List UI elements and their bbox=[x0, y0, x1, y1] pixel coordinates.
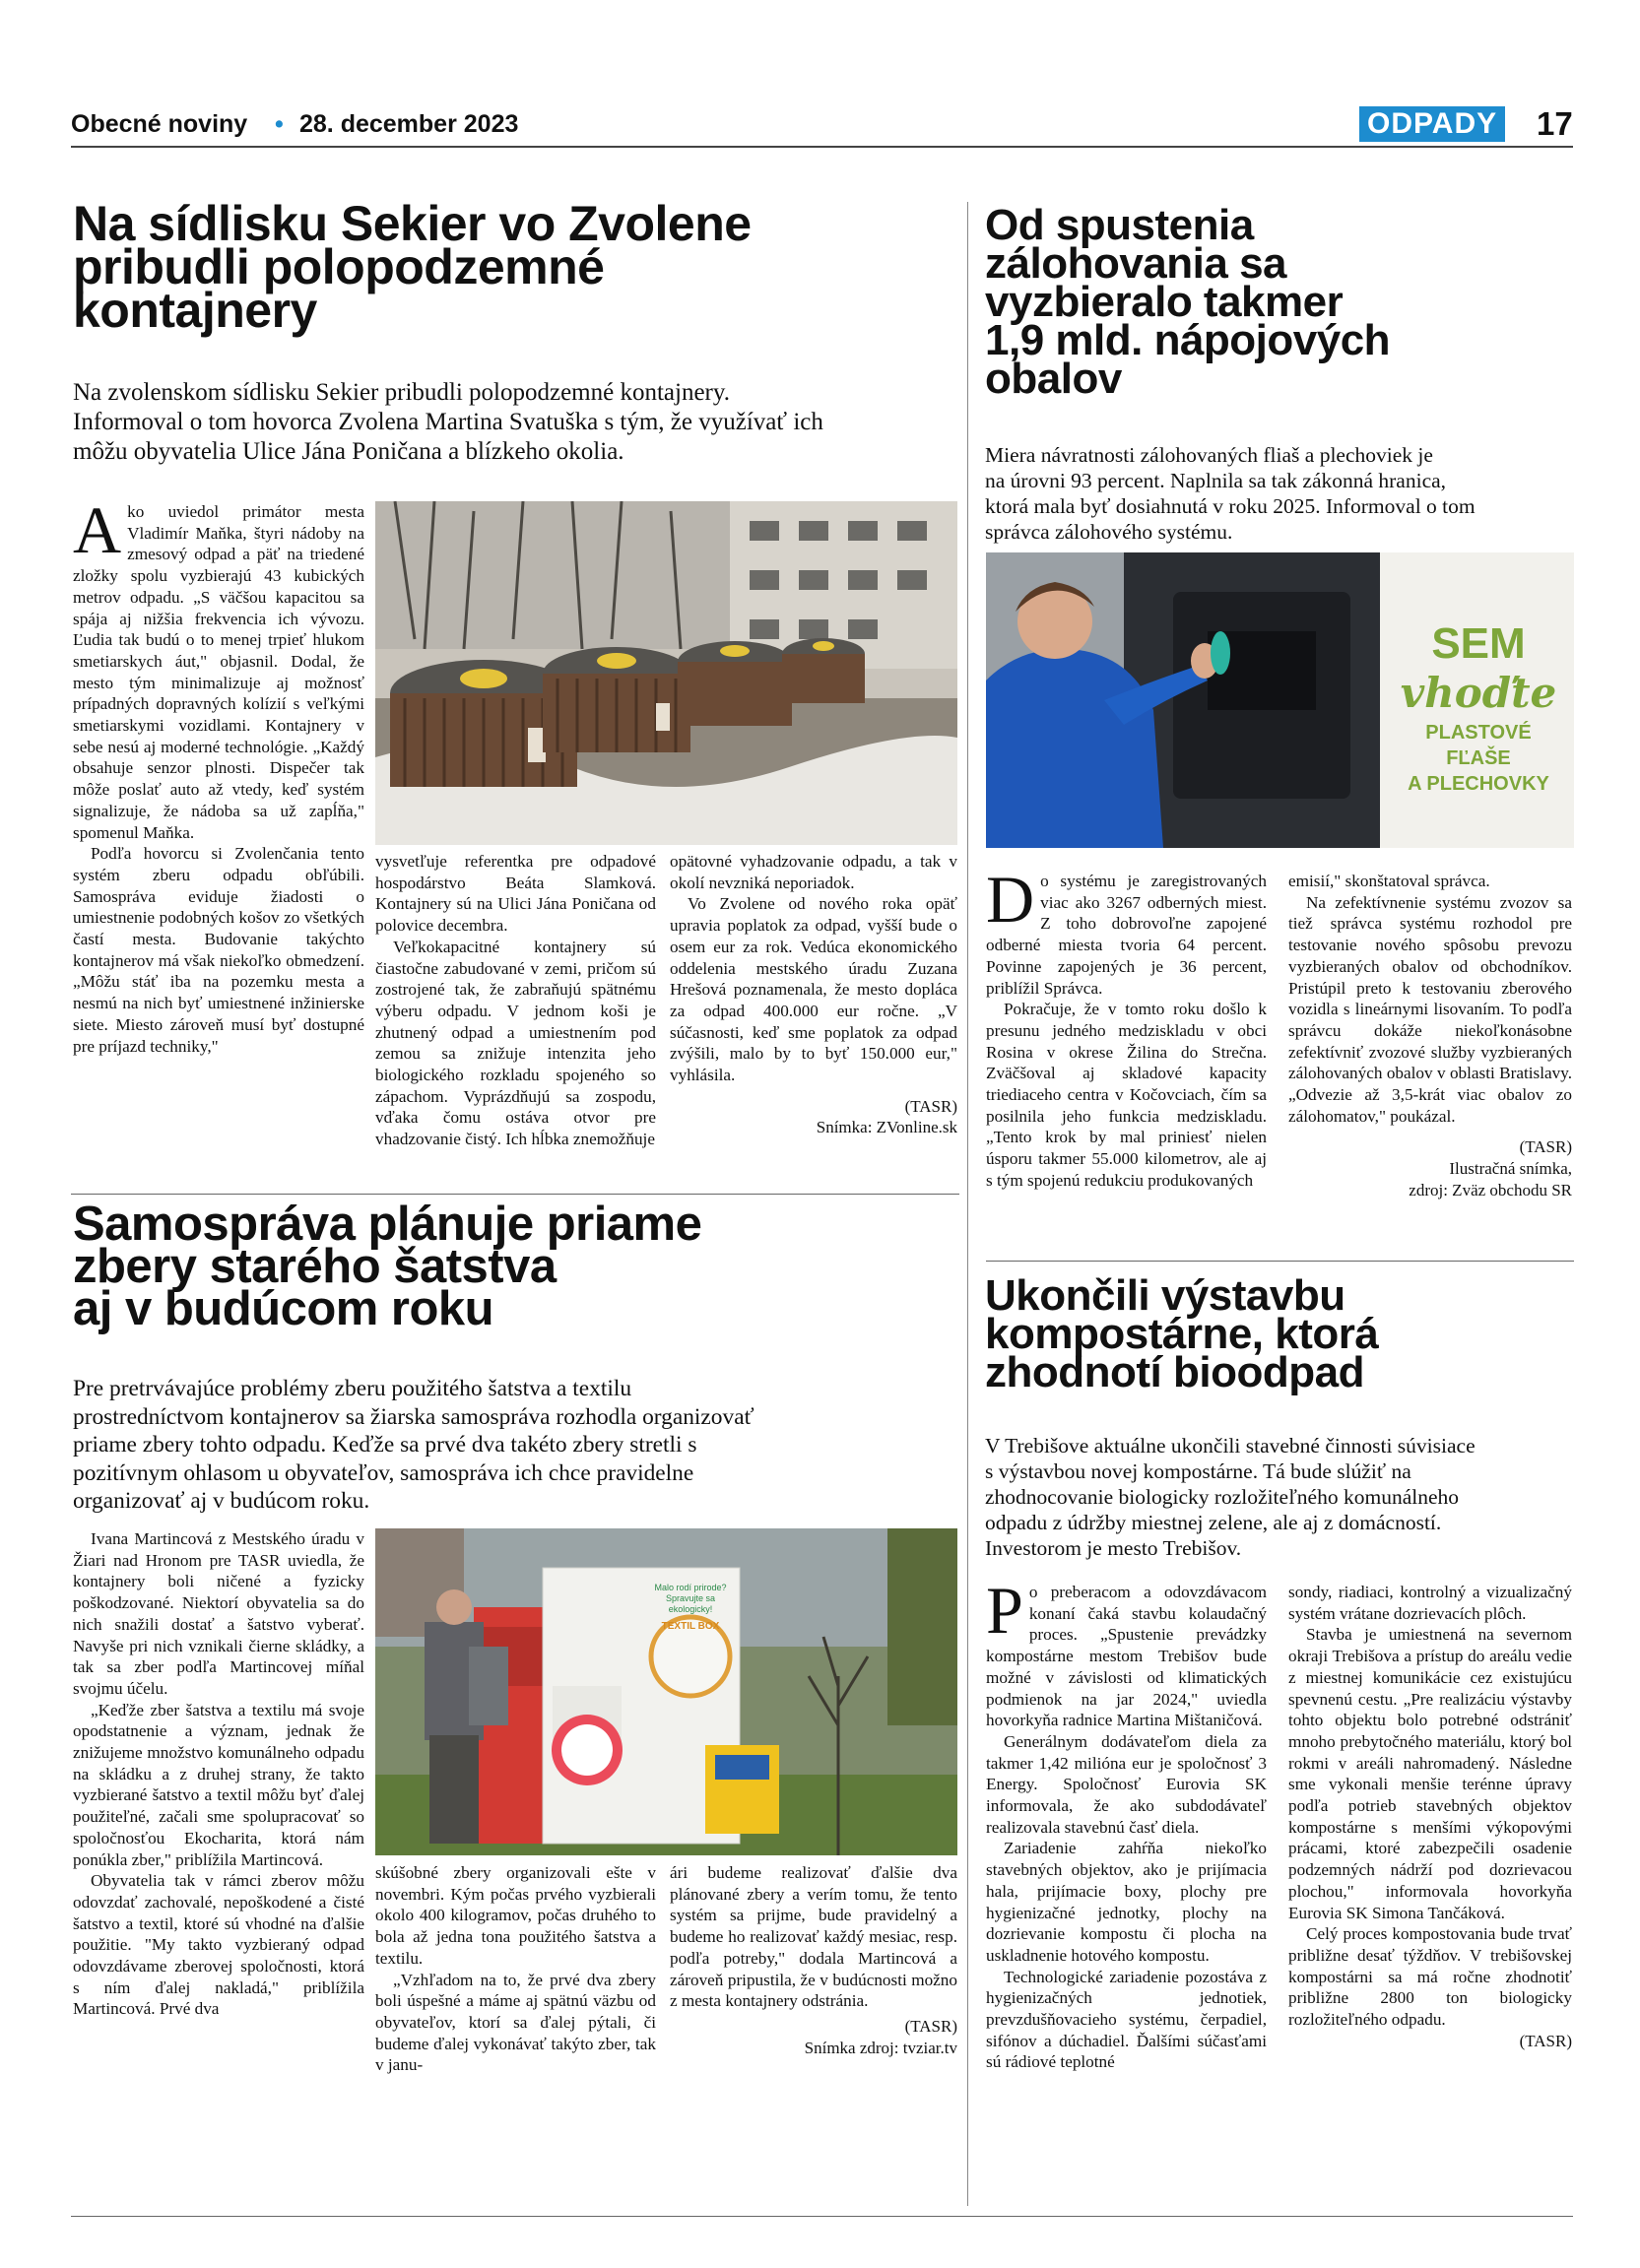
article3-column-1 bbox=[73, 1528, 364, 2020]
article1-agency: (TASR) bbox=[904, 1096, 957, 1116]
title-line: zbery starého šatstva bbox=[73, 1240, 557, 1293]
title-line: vyzbieralo takmer bbox=[985, 278, 1344, 326]
article4-paragraph bbox=[986, 1573, 1267, 1731]
lead-line: odpadu z údržby miestnej zelene, ale aj z domácností. bbox=[985, 1511, 1442, 1534]
lead-line: Informoval o tom hovorca Zvolena Martina Svatuška s tým, že využívať ich bbox=[73, 409, 823, 435]
lead-line: organizovať aj v budúcom roku. bbox=[73, 1488, 370, 1514]
title-line: Ukončili výstavbu bbox=[985, 1271, 1345, 1320]
article3-photo bbox=[375, 1528, 957, 1855]
sign-line: ekologicky! bbox=[668, 1604, 713, 1614]
article2-photo-credit-line: zdroj: Zväz obchodu SR bbox=[1409, 1180, 1572, 1199]
article2-title bbox=[985, 201, 1576, 403]
article4-agency: (TASR) bbox=[1519, 2031, 1572, 2050]
article4-paragraph: Stavba je umiestnená na severnom okraji Trebišova a prístup do areálu vedie z miestnej komunikácie cez existujúcu spevnenú cestu. „Pre realizáciu výstavby tohto objektu bolo potrebné odstrániť mnoho prebytočného materiálu, ktorý bol rokmi v areáli nahromadený. Následne sme vykonali menšie terénne úpravy podľa potrieb stavebných objektov kompostárne s menšími výkopovými prácami, ktoré zabezpečili osadenie podzemných nádrží pod dozrievacou plochou," informovala hovorkyňa Eurovia SK Simona Tančáková. bbox=[1288, 1625, 1572, 1922]
article2-bottom-rule bbox=[986, 1261, 1574, 1262]
title-line: zhodnotí bioodpad bbox=[985, 1348, 1364, 1396]
article4-paragraph: Celý proces kompostovania bude trvať približne desať týždňov. V trebišovskej kompostárni sa má ročne zhodnotiť približne 2800 ton biologicky rozložiteľného odpadu. bbox=[1288, 1924, 1572, 2030]
paragraph-text: o systému je zaregistrovaných viac ako 3267 odberných miest. Z toho dobrovoľne zapojené odberné miesta tvoria 64 percent. Povinne zapojených je 36 percent, priblížil Správca. bbox=[986, 872, 1267, 998]
article1-column-3 bbox=[670, 851, 957, 1138]
paragraph-text: ko uviedol primátor mesta Vladimír Maňka, štyri nádoby na zmesový odpad a päť na triedené zložky spolu vyzbierajú 43 kubických metrov odpadu. „S väčšou kapacitou sa spája aj nižšia frekvencia ich vývozu. Ľudia tak budú o to menej trpieť hlukom smetiarskych áut," objasnil. Dodal, že mesto tým minimalizuje aj možnosť prípadných dopravných kolízií s veľkými smetiarskymi vozidlami. Kontajnery v sebe nesú aj moderné technológie. „Každý obsahuje senzor plnosti. Dispečer tak môže poslať auto až vtedy, keď systém signalizuje, že nádoba sa už zapĺňa," spomenul Maňka. bbox=[73, 502, 364, 842]
article1-title bbox=[73, 196, 959, 338]
sign-line: FĽAŠE bbox=[1446, 747, 1511, 769]
sign-line: PLASTOVÉ bbox=[1425, 722, 1532, 744]
article4-paragraph: Zariadenie zahŕňa niekoľko stavebných objektov, ako je prijímacia hala, prijímacie boxy, plochy pre hygienizačné jednotky, plochy na dozrievanie kompostu či plocha na uskladnenie hotového kompostu. bbox=[986, 1839, 1267, 1965]
column-divider bbox=[967, 202, 968, 2206]
drop-cap: D bbox=[986, 862, 1035, 937]
article3-agency: (TASR) bbox=[904, 2016, 957, 2036]
title-line: 1,9 mld. nápojových bbox=[985, 316, 1391, 364]
lead-line: V Trebišove aktuálne ukončili stavebné činnosti súvisiace bbox=[985, 1434, 1476, 1458]
article1-paragraph: vysvetľuje referentka pre odpadové hospodárstvo Beáta Slamková. Kontajnery sú na Ulici Jána Poničana od polovice decembra. bbox=[375, 852, 656, 936]
article3-column-3 bbox=[670, 1862, 957, 2058]
article2-column-1 bbox=[986, 862, 1267, 1192]
header-separator: • bbox=[275, 110, 284, 138]
section-badge: ODPADY bbox=[1359, 106, 1505, 142]
article3-photo-credit: Snímka zdroj: tvziar.tv bbox=[804, 2038, 957, 2057]
lead-line: Pre pretrvávajúce problémy zberu použitého šatstva a textilu bbox=[73, 1376, 632, 1401]
article3-paragraph: skúšobné zbery organizovali ešte v novembri. Kým počas prvého vyzbierali okolo 400 kilogramov, počas druhého to bola až jedna tona použitého šatstva a textilu. bbox=[375, 1863, 656, 1968]
article3-paragraph: ári budeme realizovať ďalšie dva plánované zbery a verím tomu, že tento systém sa prijme, bude pravidelný a budeme ho realizovať každý mesiac, resp. podľa potreby," dodala Martincová a zároveň pripustila, že v budúcnosti možno z mesta kontajnery odstránia. bbox=[670, 1863, 957, 2011]
article3-paragraph: „Keďže zber šatstva a textilu má svoje opodstatnenie a význam, jednak že znižujeme množstvo komunálneho odpadu na skládku a z druhej strany, že takto vyzbierané šatstvo a textil môžu byť ďalej použiteľné, začali sme spolupracovať so spoločnosťou Ekocharita, ktorá nám ponúkla zber," priblížila Martincová. bbox=[73, 1700, 364, 1869]
page-number: 17 bbox=[1537, 105, 1573, 142]
article1-paragraph bbox=[73, 492, 364, 843]
title-line: aj v budúcom roku bbox=[73, 1282, 494, 1335]
article1-paragraph: Podľa hovorcu si Zvolenčania tento systém zberu odpadu obľúbili. Samospráva eviduje žiadosti o umiestnenie podobných košov zo všetkých častí mesta. Budovanie takýchto kontajnerov má však niekoľko obmedzení. „Môžu stáť iba na pozemku mesta a nesmú na nich byť umiestnené inžinierske siete. Miesto zároveň musí byť dostupné pre príjazd techniky," bbox=[73, 844, 364, 1056]
article4-paragraph: Technologické zariadenie pozostáva z hygienizačných jednotiek, prevzdušňovacieho systému, čerpadiel, sifónov a dúchadiel. Ďalšími súčasťami sú rádiové teplotné bbox=[986, 1967, 1267, 2072]
article2-paragraph: Na zefektívnenie systému zvozov sa tiež správca systému rozhodol pre testovanie nového spôsobu prevozu vyzbieraných obalov od obchodníkov. Pristúpil preto k testovaniu zberového vozidla s lineárnymi lisovaním. To podľa správcu dokáže niekoľkonásobne zefektívniť zvozové služby vyzbieraných zálohovaných obalov v oblasti Bratislavy. „Odvezie až 3,5-krát viac obalov zo zálohomatov," poukázal. bbox=[1288, 892, 1572, 1126]
article2-paragraph: Pokračuje, že v tomto roku došlo k presunu jedného medziskladu v obci Rosina v okrese Žilina do Strečna. Zväčšoval aj skladové kapacity triediaceho centra v Kočovciach, čím sa posilnila jeho funkcia medziskladu. „Tento krok by mal priniesť nielen úsporu takmer 55.000 kilometrov, ale aj s tým spojenú redukciu produkovaných bbox=[986, 1000, 1267, 1190]
page-header bbox=[71, 105, 1573, 142]
article4-lead bbox=[985, 1433, 1576, 1561]
title-line: pribudli polopodzemné bbox=[73, 239, 605, 294]
title-line: Na sídlisku Sekier vo Zvolene bbox=[73, 196, 752, 251]
article2-photo bbox=[986, 552, 1574, 848]
title-line: kompostárne, ktorá bbox=[985, 1310, 1379, 1358]
article2-lead bbox=[985, 442, 1576, 545]
article1-lead bbox=[73, 378, 959, 467]
article4-column-1 bbox=[986, 1573, 1267, 2073]
drop-cap: A bbox=[73, 492, 122, 567]
article1-paragraph: Veľkokapacitné kontajnery sú čiastočne zabudované v zemi, pričom sú zostrojené tak, že zabraňujú spätnému výberu odpadu. V jednom koši je zhutnený odpad a umiestnením pod zemou sa znižuje intenzita jeho biologického rozkladu spojeného so zápachom. Vyprázdňujú sa zospodu, vďaka čomu ostáva otvor pre vhadzovanie čistý. Ich hĺbka znemožňuje bbox=[375, 937, 656, 1149]
lead-line: správca zálohového systému. bbox=[985, 520, 1233, 544]
lead-line: Miera návratnosti zálohovaných fliaš a plechoviek je bbox=[985, 443, 1433, 467]
lead-line: ktorá mala byť dosiahnutá v roku 2025. Informoval o tom bbox=[985, 494, 1476, 518]
article1-column-1 bbox=[73, 492, 364, 1057]
lead-line: prostredníctvom kontajnerov sa žiarska samospráva rozhodla organizovať bbox=[73, 1403, 754, 1430]
article4-column-2 bbox=[1288, 1582, 1572, 2051]
article2-paragraph bbox=[986, 862, 1267, 999]
header-rule bbox=[71, 146, 1573, 148]
article1-photo bbox=[375, 501, 957, 845]
article3-paragraph: Obyvatelia tak v rámci zberov môžu odovzdať zachovalé, nepoškodené a čisté šatstvo a textil, ktoré sú vhodné na ďalšie použitie. "My takto vyzbieraný odpad odovzdávame zberovej spoločnosti, ktorá s ním ďalej nakladá," priblížila Martincová. Prvé dva bbox=[73, 1871, 364, 2019]
article4-title bbox=[985, 1271, 1576, 1396]
sign-line: TEXTIL BOX bbox=[661, 1621, 720, 1632]
title-line: Od spustenia bbox=[985, 201, 1254, 249]
photo-sign bbox=[636, 1583, 745, 1632]
article1-paragraph: opätovné vyhadzovanie odpadu, a tak v okolí nevzniká neporiadok. bbox=[670, 852, 957, 892]
article4-paragraph: Generálnym dodávateľom diela za takmer 1,42 milióna eur je spoločnosť 3 Energy. Spoločnosť Eurovia SK informovala, že ako subdodávateľ realizovala stavebnú časť diela. bbox=[986, 1731, 1267, 1837]
article2-photo-credit-line: Ilustračná snímka, bbox=[1449, 1159, 1572, 1179]
lead-line: na úrovni 93 percent. Naplnila sa tak zákonná hranica, bbox=[985, 469, 1447, 492]
article2-column-2 bbox=[1288, 871, 1572, 1201]
article2-paragraph: emisií," skonštatoval správca. bbox=[1288, 872, 1490, 890]
article4-paragraph: sondy, riadiaci, kontrolný a vizualizačný systém vrátane dozrievacích plôch. bbox=[1288, 1583, 1572, 1623]
lead-line: s výstavbou novej kompostárne. Tá bude slúžiť na bbox=[985, 1459, 1411, 1483]
lead-line: môžu obyvatelia Ulice Jána Poničana a blízkeho okolia. bbox=[73, 438, 624, 465]
article1-photo-credit: Snímka: ZVonline.sk bbox=[816, 1118, 957, 1137]
sign-line: vhoďte bbox=[1400, 669, 1557, 717]
article3-paragraph: „Vzhľadom na to, že prvé dva zbery boli úspešné a máme aj spätnú väzbu od obyvateľov, ktorí sa ďalej pýtali, či budeme ďalej vykonávať takýto zber, tak v janu- bbox=[375, 1970, 656, 2075]
title-line: obalov bbox=[985, 355, 1122, 403]
sign-line: Malo rodí prirode? bbox=[654, 1583, 727, 1592]
sign-line: A PLECHOVKY bbox=[1408, 773, 1549, 795]
article3-paragraph: Ivana Martincová z Mestského úradu v Žiari nad Hronom pre TASR uviedla, že kontajnery boli ničené a fyzicky poškodzované. Niektorí obyvatelia sa do nich snažili dostať a šatstvo vyberať. Navyše pri nich vznikali čierne skládky, a tak sa zber podľa Martincovej míňal svojmu účelu. bbox=[73, 1529, 364, 1698]
lead-line: pozitívnym ohlasom u obyvateľov, samospráva ich chce pravidelne bbox=[73, 1459, 694, 1486]
article3-column-2 bbox=[375, 1862, 656, 2076]
title-line: kontajnery bbox=[73, 283, 317, 338]
article3-lead bbox=[73, 1375, 959, 1516]
sign-line: SEM bbox=[1431, 619, 1526, 668]
article1-paragraph: Vo Zvolene od nového roka opäť upravia poplatok za odpad, vyšší bude o osem eur za rok. Vedúca ekonomického oddelenia mestského úradu Zuzana Hrešová poznamenala, že mesto dopláca za odpad 400.000 eur ročne. „V súčasnosti, keď sme poplatok za odpad zvýšili, malo by to byť 150.000 eur," vyhlásila. bbox=[670, 894, 957, 1085]
article2-agency: (TASR) bbox=[1519, 1137, 1572, 1157]
article1-bottom-rule bbox=[71, 1194, 959, 1195]
page-bottom-rule bbox=[71, 2216, 1573, 2217]
lead-line: Na zvolenskom sídlisku Sekier pribudli polopodzemné kontajnery. bbox=[73, 379, 731, 406]
lead-line: zhodnocovanie biologicky rozložiteľného komunálneho bbox=[985, 1485, 1459, 1509]
title-line: Samospráva plánuje priame bbox=[73, 1198, 702, 1251]
lead-line: priame zbery tohto odpadu. Keďže sa prvé dva takéto zbery stretli s bbox=[73, 1432, 697, 1458]
publication-name: Obecné noviny bbox=[71, 110, 248, 138]
title-line: zálohovania sa bbox=[985, 239, 1287, 288]
article1-column-2 bbox=[375, 851, 656, 1150]
lead-line: Investorom je mesto Trebišov. bbox=[985, 1536, 1242, 1560]
article3-title bbox=[73, 1198, 959, 1335]
drop-cap: P bbox=[986, 1573, 1023, 1648]
sign-line: Spravujte sa bbox=[665, 1593, 716, 1603]
photo-sign bbox=[1390, 621, 1567, 797]
issue-date: 28. december 2023 bbox=[299, 110, 519, 138]
paragraph-text: o preberacom a odovzdávacom konaní čaká stavbu kolaudačný proces. „Spustenie prevádzky kompostárne mestom Trebišov bude možné v závislosti od klimatických podmienok na jar 2024," uviedla hovorkyňa radnice Martina Mištaničová. bbox=[986, 1583, 1267, 1730]
